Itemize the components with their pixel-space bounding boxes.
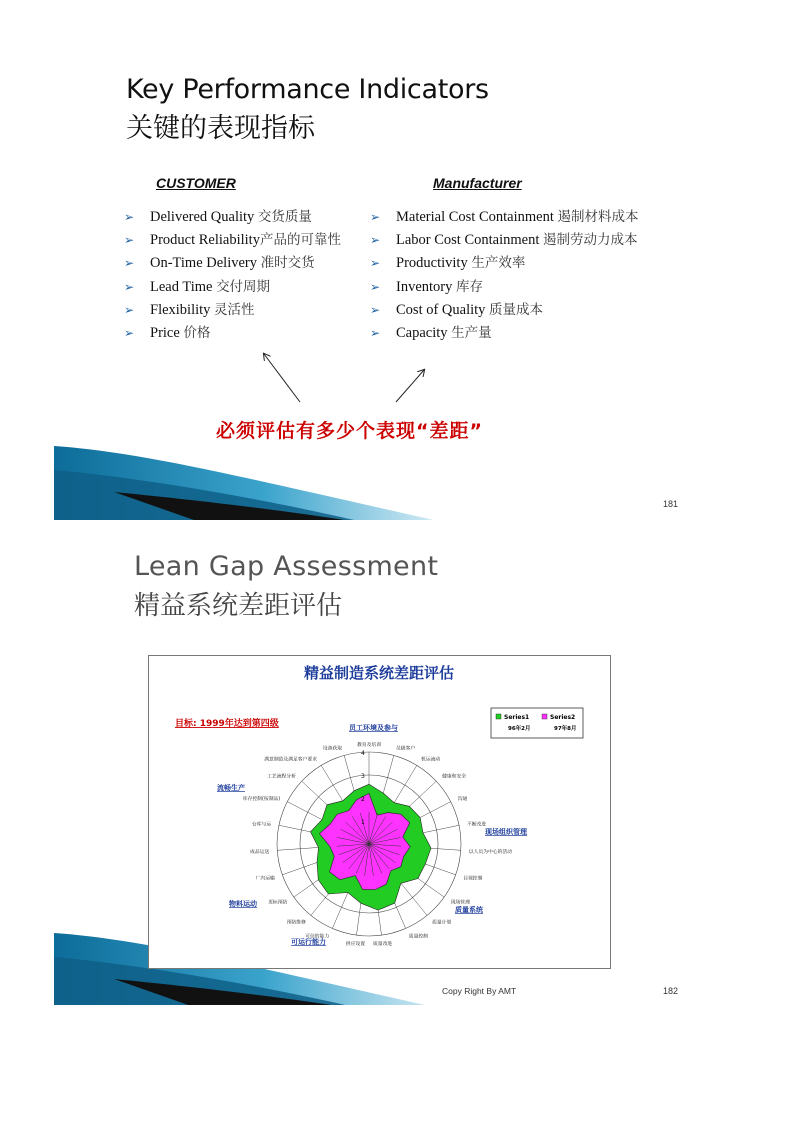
bullet-arrow-icon: ➢	[124, 210, 135, 224]
axis-label: 现场管理	[450, 900, 470, 906]
list-item: ➢ On-Time Delivery 准时交货	[124, 252, 341, 275]
slide-lean-gap-assessment	[54, 535, 684, 1005]
axis-label: 目视控制	[463, 876, 483, 882]
category-label: 流畅生产	[217, 784, 245, 792]
axis-label: 员级客户	[396, 746, 416, 752]
axis-label: 成品运送	[249, 849, 270, 855]
arrow-right-icon	[396, 370, 424, 402]
decorative-swoosh	[54, 440, 434, 520]
axis-label: 以人员为中心的活动	[468, 849, 512, 855]
radial-tick-label: 3	[361, 773, 365, 780]
axis-label: 质量控制	[408, 934, 429, 940]
customer-heading: CUSTOMER	[156, 175, 236, 191]
axis-label: 工艺流程分析	[267, 774, 296, 780]
legend-series-name: Series2	[550, 714, 576, 721]
axis-label: 质量改进	[372, 942, 393, 948]
axis-label: 机运流动	[421, 757, 441, 763]
category-label: 物料运动	[229, 900, 257, 908]
bullet-arrow-icon: ➢	[124, 302, 135, 317]
list-item: ➢ Cost of Quality 质量成本	[370, 299, 639, 322]
slide-title-zh: 精益系统差距评估	[134, 591, 343, 621]
arrow-left-icon	[264, 354, 300, 402]
legend-series-date: 97年8月	[554, 726, 577, 732]
legend-swatch	[496, 714, 501, 719]
legend-swatch	[542, 714, 547, 719]
radial-tick-label: 1	[361, 819, 365, 826]
slide-title-en: Key Performance Indicators	[126, 74, 489, 105]
radial-tick-label: 4	[361, 750, 365, 757]
legend-series-date: 96年2月	[508, 726, 531, 732]
radial-tick-label: 2	[361, 796, 365, 803]
list-item: ➢ Labor Cost Containment 遏制劳动力成本	[370, 229, 639, 252]
legend-series-name: Series1	[504, 714, 530, 721]
bullet-arrow-icon: ➢	[370, 233, 381, 248]
gap-note: 必须评估有多少个表现“差距”	[216, 420, 483, 442]
category-label: 员工环境及参与	[349, 724, 398, 732]
bullet-arrow-icon: ➢	[124, 279, 135, 294]
axis-label: 健康和安全	[442, 774, 467, 780]
copyright-text: Copy Right By AMT	[442, 986, 517, 996]
axis-label: 厂内运输	[255, 876, 275, 882]
category-label: 可运行能力	[291, 938, 326, 946]
slide-title-zh: 关键的表现指标	[126, 113, 315, 144]
list-item: ➢ Capacity 生产量	[370, 322, 639, 345]
axis-label: 不断改进	[466, 822, 487, 828]
slide-key-performance-indicators	[54, 48, 684, 520]
bullet-arrow-icon: ➢	[124, 325, 135, 340]
list-item: ➢ Lead Time 交付周期	[124, 276, 341, 299]
pointer-arrows	[254, 348, 444, 408]
axis-label: 仓库与运	[251, 822, 272, 828]
legend-box	[491, 708, 583, 738]
list-item: ➢ Delivered Quality 交货质量	[124, 206, 341, 229]
list-item: ➢ Inventory 库存	[370, 276, 639, 299]
chart-title: 精益制造系统差距评估	[303, 664, 455, 682]
axis-label: 库存控制(按制品)	[242, 797, 281, 802]
list-item: ➢ Flexibility 灵活性	[124, 299, 341, 322]
bullet-arrow-icon: ➢	[370, 279, 381, 294]
bullet-arrow-icon: ➢	[124, 256, 135, 271]
customer-kpi-list	[124, 206, 341, 345]
manufacturer-heading: Manufacturer	[433, 175, 522, 191]
radar-chart-frame	[148, 655, 611, 969]
list-item: ➢ Price 价格	[124, 322, 341, 345]
page-number: 182	[662, 986, 678, 996]
bullet-arrow-icon: ➢	[370, 302, 381, 317]
axis-label: 教育及培训	[357, 743, 381, 748]
page-number: 181	[662, 499, 678, 509]
list-item: ➢ Productivity 生产效率	[370, 252, 639, 275]
list-item: ➢ Product Reliability产品的可靠性	[124, 229, 341, 252]
bullet-arrow-icon: ➢	[124, 233, 135, 248]
axis-label: 可信的能力	[305, 934, 330, 940]
bullet-arrow-icon: ➢	[370, 210, 381, 224]
axis-label: 设备获取	[322, 746, 342, 752]
category-label: 现场组织管理	[485, 828, 527, 836]
axis-label: 更标预防	[268, 900, 288, 906]
bullet-arrow-icon: ➢	[370, 325, 381, 340]
bullet-arrow-icon: ➢	[370, 256, 381, 271]
axis-label: 沟通	[457, 797, 468, 802]
slide-title-en: Lean Gap Assessment	[134, 551, 439, 582]
axis-label: 预防维修	[286, 920, 306, 926]
axis-label: 供应设置	[345, 942, 366, 948]
category-label: 质量系统	[455, 906, 483, 914]
target-label: 目标: 1999年达到第四级	[175, 719, 279, 729]
axis-label: 满意制造及满足客户要求	[264, 757, 317, 763]
manufacturer-kpi-list	[370, 206, 639, 345]
list-item: ➢ Material Cost Containment 遏制材料成本	[370, 206, 639, 229]
axis-label: 质量计划	[432, 920, 452, 926]
radar-chart	[149, 656, 610, 968]
